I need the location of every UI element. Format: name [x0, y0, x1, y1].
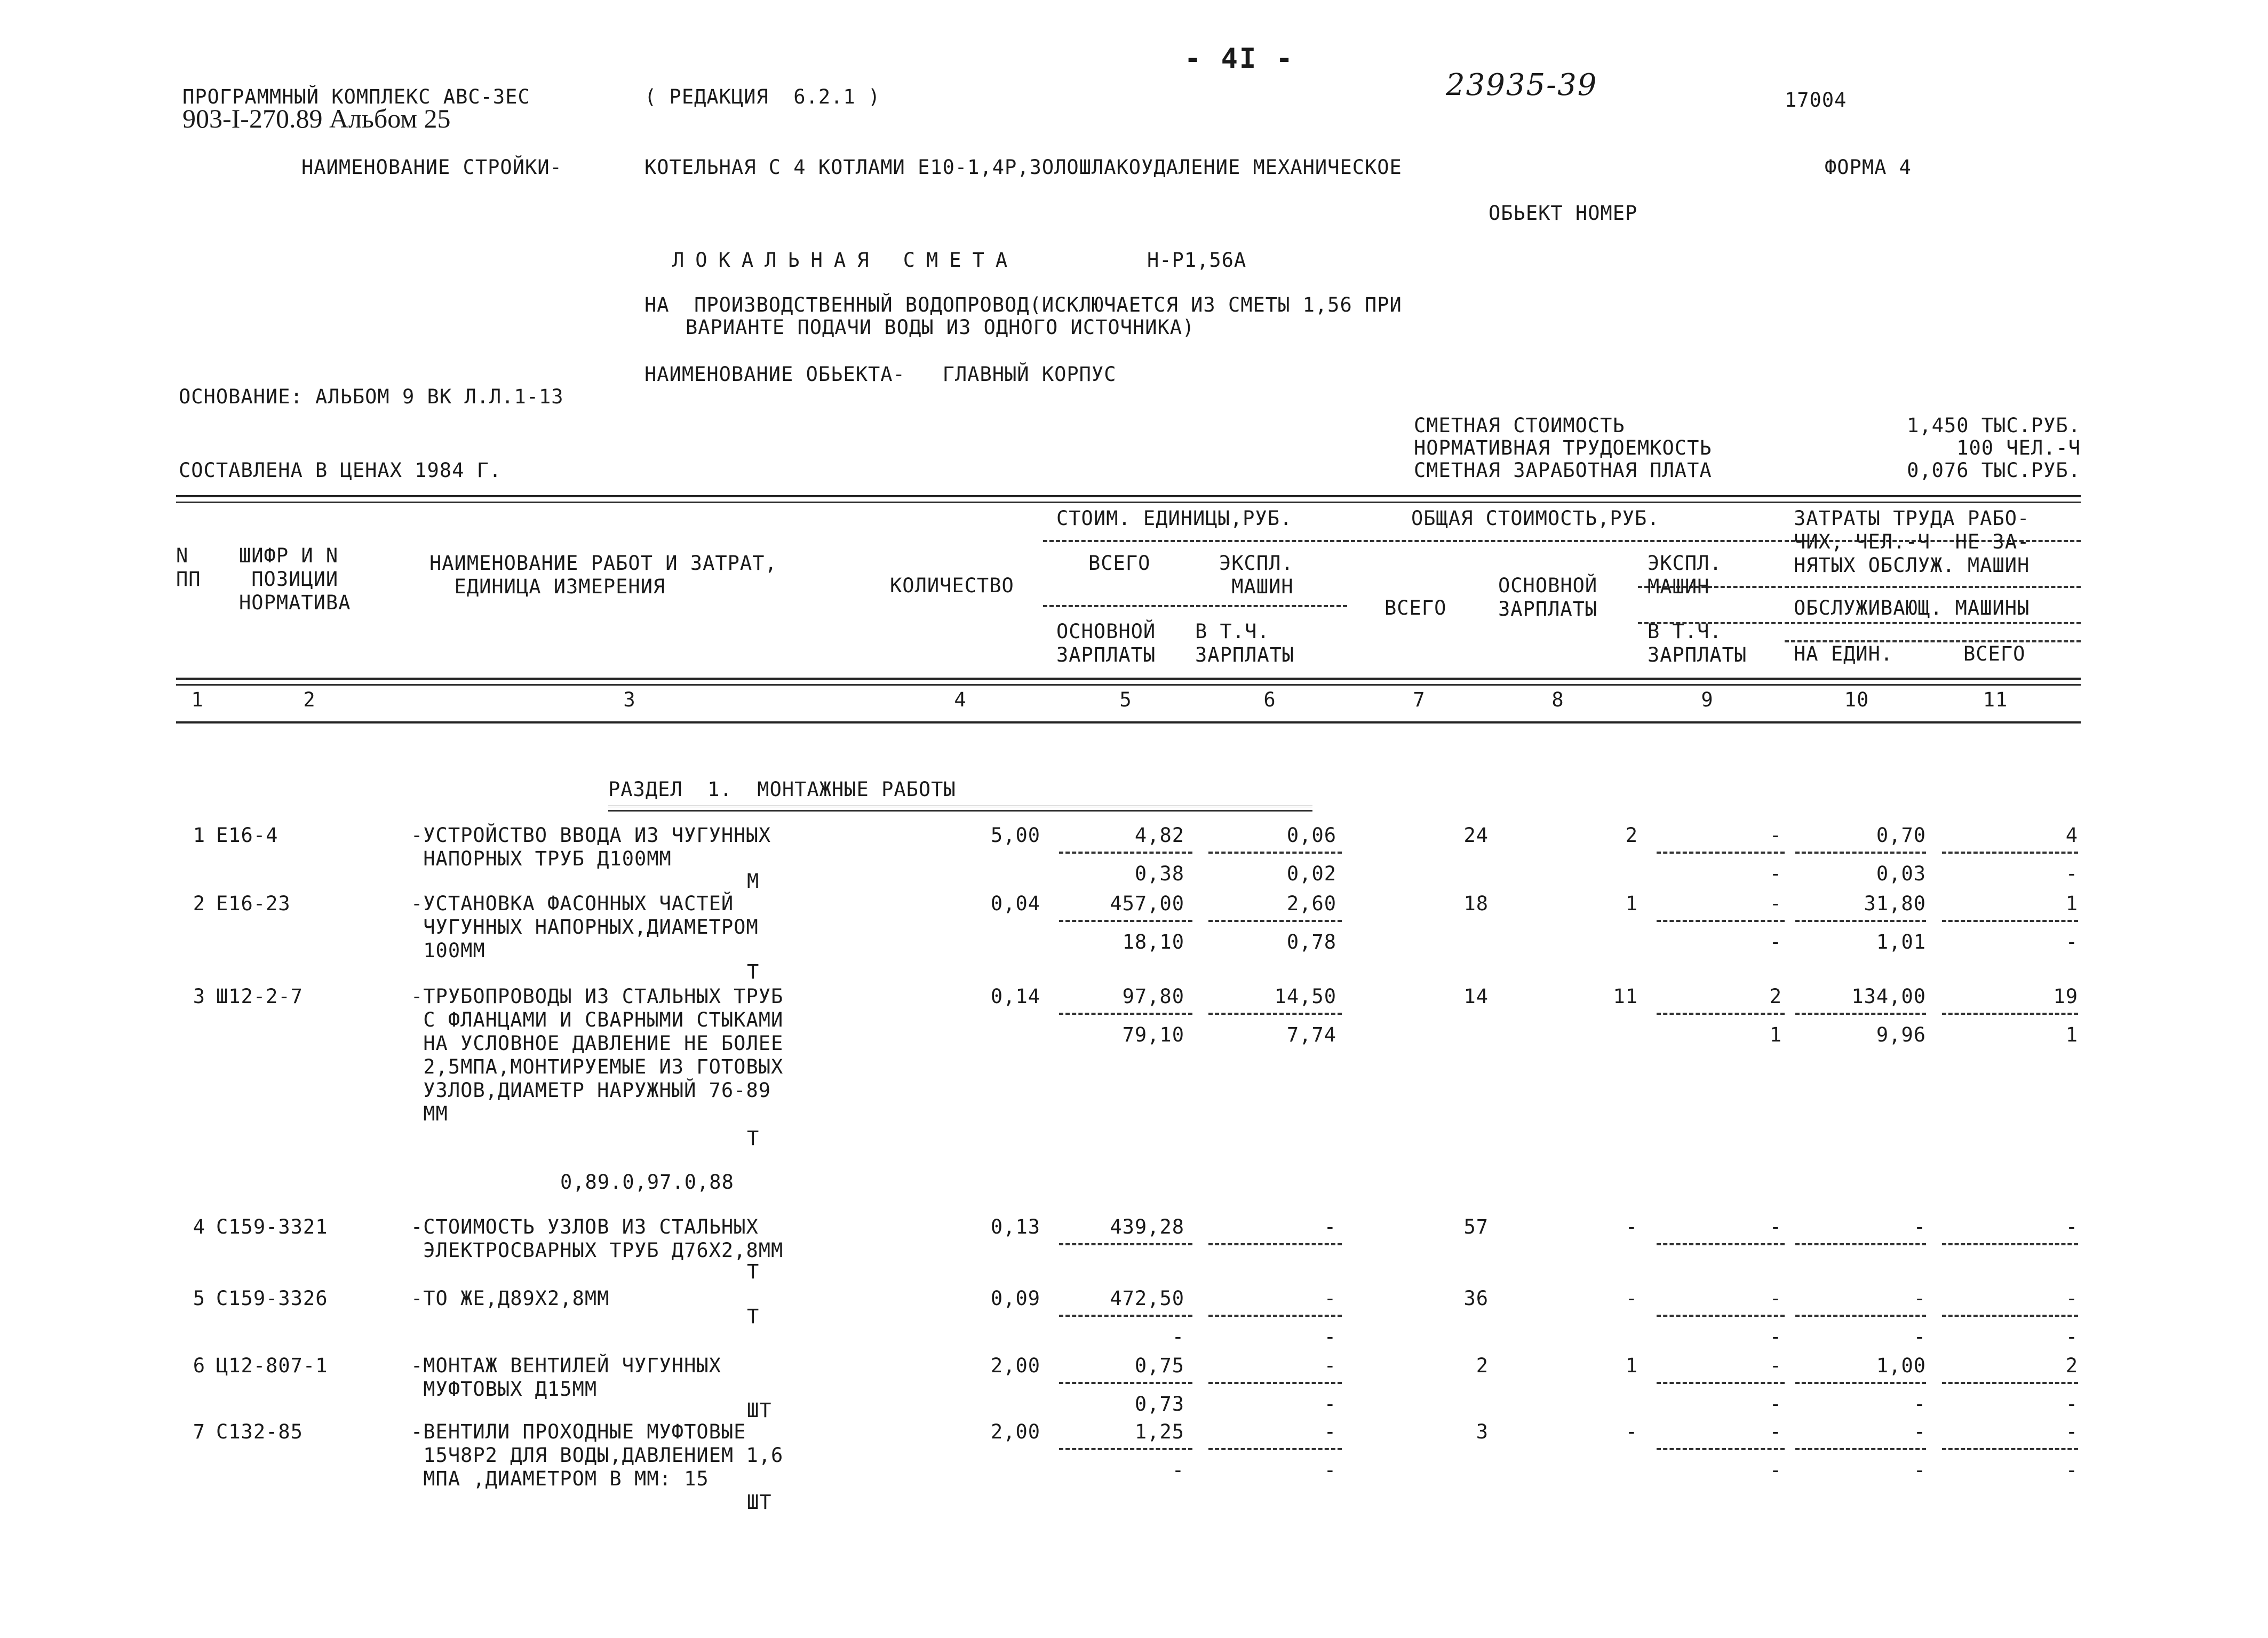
row-divider — [1059, 852, 1192, 854]
row-unit-wage: 79,10 — [1122, 1023, 1184, 1046]
row-name: -УСТАНОВКА ФАСОННЫХ ЧАСТЕЙ ЧУГУННЫХ НАПОРНЫХ,ДИАМЕТРОМ 100ММ — [411, 892, 759, 962]
row-labor-total: - — [2065, 1215, 2078, 1238]
row-labor-unit: - — [1913, 1420, 1926, 1443]
row-labor-unit: - — [1913, 1215, 1926, 1238]
row-unit-wage: - — [1172, 1325, 1184, 1348]
summary-label-labor: НОРМАТИВНАЯ ТРУДОЕМКОСТЬ — [1414, 436, 1712, 459]
row-unit: ШТ — [747, 1491, 772, 1514]
row-number: 1 — [193, 824, 205, 847]
col-8-header: ОСНОВНОЙ ЗАРПЛАТЫ — [1498, 574, 1598, 621]
col-number: 11 — [1983, 688, 2008, 711]
object-number: ОБЬЕКТ НОМЕР — [1489, 202, 1638, 225]
section-underline — [608, 806, 1312, 812]
construction-label: НАИМЕНОВАНИЕ СТРОЙКИ- — [301, 156, 562, 179]
subject-line-2: ВАРИАНТЕ ПОДАЧИ ВОДЫ ИЗ ОДНОГО ИСТОЧНИКА) — [686, 316, 1195, 339]
summary-label-wage: СМЕТНАЯ ЗАРАБОТНАЯ ПЛАТА — [1414, 459, 1712, 482]
row-divider — [1657, 1013, 1785, 1015]
row-unit-cost-total: 1,25 — [1134, 1420, 1184, 1443]
subject-line-1: НА ПРОИЗВОДСТВЕННЫЙ ВОДОПРОВОД(ИСКЛЮЧАЕТСЯ ИЗ СМЕТЫ 1,56 ПРИ — [644, 293, 1402, 316]
row-code: Ц12-807-1 — [216, 1354, 328, 1377]
row-unit: Т — [747, 1127, 760, 1150]
row-unit: М — [747, 870, 760, 893]
row-labor-unit: 0,70 — [1876, 824, 1926, 847]
row-quantity: 0,14 — [990, 985, 1040, 1008]
row-total-machine-wage: - — [1769, 862, 1782, 885]
row-labor-total: 19 — [2053, 985, 2078, 1008]
col-number: 10 — [1844, 688, 1869, 711]
row-total-machine-wage: 1 — [1769, 1023, 1782, 1046]
row-labor-unit: 134,00 — [1851, 985, 1926, 1008]
row-divider — [1208, 1315, 1342, 1317]
row-divider — [1942, 1382, 2078, 1384]
estimate-title: ЛОКАЛЬНАЯ СМЕТА — [672, 249, 1019, 272]
row-unit-wage: 0,38 — [1134, 862, 1184, 885]
row-total-wage: - — [1625, 1215, 1638, 1238]
row-labor-unit: 1,00 — [1876, 1354, 1926, 1377]
col-3-header: НАИМЕНОВАНИЕ РАБОТ И ЗАТРАТ, ЕДИНИЦА ИЗМЕРЕНИЯ — [429, 552, 777, 598]
row-number: 5 — [193, 1287, 205, 1310]
col-number: 4 — [954, 688, 967, 711]
row-code: С159-3326 — [216, 1287, 328, 1310]
row-labor-unit-service: 1,01 — [1876, 931, 1926, 953]
row-unit: ШТ — [747, 1399, 772, 1422]
row-total-wage: 2 — [1625, 824, 1638, 847]
construction-name: КОТЕЛЬНАЯ С 4 КОТЛАМИ Е10-1,4Р,ЗОЛОШЛАКОУДАЛЕНИЕ МЕХАНИЧЕСКОЕ — [644, 156, 1402, 179]
col-number: 3 — [623, 688, 636, 711]
row-labor-total-service: 1 — [2065, 1023, 2078, 1046]
col-number: 6 — [1263, 688, 1276, 711]
estimate-code: Н-Р1,56А — [1147, 249, 1247, 272]
row-divider — [1657, 1448, 1785, 1450]
row-total-cost: 57 — [1463, 1215, 1489, 1238]
row-divider — [1208, 1243, 1342, 1245]
row-labor-total-service: - — [2065, 1459, 2078, 1482]
row-labor-total-service: - — [2065, 1393, 2078, 1416]
col-1-header: N ПП — [176, 544, 201, 591]
row-labor-unit-service: 0,03 — [1876, 862, 1926, 885]
row-total-cost: 3 — [1476, 1420, 1489, 1443]
row-divider — [1208, 852, 1342, 854]
row-total-machines: - — [1769, 1215, 1782, 1238]
row-quantity: 0,04 — [990, 892, 1040, 915]
row-unit-cost-total: 4,82 — [1134, 824, 1184, 847]
row-total-wage: - — [1625, 1287, 1638, 1310]
row-code: Е16-4 — [216, 824, 278, 847]
form-label: ФОРМА 4 — [1825, 156, 1912, 179]
row-divider — [1059, 1382, 1192, 1384]
col-11-header: ВСЕГО — [1963, 642, 2026, 665]
row-code: С132-85 — [216, 1420, 303, 1443]
section-title: РАЗДЕЛ 1. МОНТАЖНЫЕ РАБОТЫ — [608, 778, 956, 801]
row-divider — [1795, 1315, 1926, 1317]
row-number: 7 — [193, 1420, 205, 1443]
row-quantity: 5,00 — [990, 824, 1040, 847]
row-divider — [1208, 1382, 1342, 1384]
row-divider — [1059, 1315, 1192, 1317]
row-unit: Т — [747, 1260, 760, 1283]
col-number: 1 — [191, 688, 204, 711]
row-unit-machines: 2,60 — [1286, 892, 1336, 915]
row-divider — [1657, 920, 1785, 922]
row-unit: Т — [747, 960, 760, 983]
row-unit-wage: - — [1172, 1459, 1184, 1482]
row-divider — [1795, 852, 1926, 854]
col-number: 9 — [1701, 688, 1714, 711]
row-divider — [1059, 1243, 1192, 1245]
row-unit-machines: - — [1324, 1287, 1336, 1310]
row-code: Ш12-2-7 — [216, 985, 303, 1008]
row-unit-machine-wage: - — [1324, 1325, 1336, 1348]
row-unit-machine-wage: 0,02 — [1286, 862, 1336, 885]
row-labor-total: - — [2065, 1420, 2078, 1443]
row-unit-cost-total: 97,80 — [1122, 985, 1184, 1008]
row-total-machine-wage: - — [1769, 1393, 1782, 1416]
row-total-wage: - — [1625, 1420, 1638, 1443]
col-2-header: ШИФР И N ПОЗИЦИИ НОРМАТИВА — [239, 544, 351, 614]
row-labor-total-service: - — [2065, 1325, 2078, 1348]
col-number: 2 — [303, 688, 316, 711]
edition: ( РЕДАКЦИЯ 6.2.1 ) — [644, 85, 881, 108]
col-7-header: ВСЕГО — [1384, 597, 1447, 619]
row-total-cost: 2 — [1476, 1354, 1489, 1377]
summary-value-labor: 100 ЧЕЛ.-Ч — [1956, 436, 2081, 459]
row-unit-wage: 0,73 — [1134, 1393, 1184, 1416]
row-total-wage: 1 — [1625, 892, 1638, 915]
col-9a-header: ЭКСПЛ. МАШИН — [1648, 552, 1722, 598]
col-number: 5 — [1119, 688, 1132, 711]
row-code: С159-3321 — [216, 1215, 328, 1238]
row-quantity: 0,09 — [990, 1287, 1040, 1310]
col-5b-header: ОСНОВНОЙ ЗАРПЛАТЫ — [1056, 620, 1156, 666]
row-divider — [1208, 1013, 1342, 1015]
row-divider — [1795, 1243, 1926, 1245]
row-total-machines: - — [1769, 1354, 1782, 1377]
row-divider — [1657, 1382, 1785, 1384]
row-labor-unit-service: - — [1913, 1393, 1926, 1416]
row-unit-cost-total: 472,50 — [1110, 1287, 1184, 1310]
row-divider — [1795, 920, 1926, 922]
col-10-header: НА ЕДИН. — [1794, 642, 1893, 665]
col-6a-header: ЭКСПЛ. МАШИН — [1219, 552, 1294, 598]
summary-label-cost: СМЕТНАЯ СТОИМОСТЬ — [1414, 414, 1625, 437]
row-unit-machines: 14,50 — [1274, 985, 1336, 1008]
row-labor-total: 4 — [2065, 824, 2078, 847]
row-labor-unit-service: 9,96 — [1876, 1023, 1926, 1046]
row-total-cost: 36 — [1463, 1287, 1489, 1310]
prices-basis: СОСТАВЛЕНА В ЦЕНАХ 1984 Г. — [179, 459, 502, 482]
program-name: ПРОГРАММНЫЙ КОМПЛЕКС АВС-3ЕС — [182, 85, 530, 108]
row-divider — [1208, 920, 1342, 922]
row-divider — [1059, 1013, 1192, 1015]
row-total-wage: 1 — [1625, 1354, 1638, 1377]
row-unit-machines: - — [1324, 1420, 1336, 1443]
row-total-machine-wage: - — [1769, 1325, 1782, 1348]
row-unit-machine-wage: - — [1324, 1459, 1336, 1482]
row-unit-wage: 18,10 — [1122, 931, 1184, 953]
row-quantity: 2,00 — [990, 1354, 1040, 1377]
row-quantity: 2,00 — [990, 1420, 1040, 1443]
row-divider — [1657, 1315, 1785, 1317]
row-number: 3 — [193, 985, 205, 1008]
row-number: 6 — [193, 1354, 205, 1377]
col-6b-header: В Т.Ч. ЗАРПЛАТЫ — [1195, 620, 1295, 666]
row-total-cost: 18 — [1463, 892, 1489, 915]
row-total-machines: - — [1769, 1287, 1782, 1310]
row-divider — [1208, 1448, 1342, 1450]
row-unit: Т — [747, 1305, 760, 1328]
row-name: -СТОИМОСТЬ УЗЛОВ ИЗ СТАЛЬНЫХ ЭЛЕКТРОСВАРНЫХ ТРУБ Д76Х2,8ММ — [411, 1215, 784, 1262]
row-total-cost: 14 — [1463, 985, 1489, 1008]
album-label: 903-I-270.89 Альбом 25 — [182, 104, 451, 133]
row-labor-unit-service: - — [1913, 1325, 1926, 1348]
row-labor-total-service: - — [2065, 862, 2078, 885]
inv-number: 17004 — [1785, 89, 1847, 112]
col-4-header: КОЛИЧЕСТВО — [890, 574, 1014, 597]
row-name: -ВЕНТИЛИ ПРОХОДНЫЕ МУФТОВЫЕ 15Ч8Р2 ДЛЯ ВОДЫ,ДАВЛЕНИЕМ 1,6 МПА ,ДИАМЕТРОМ В ММ: 15 — [411, 1420, 784, 1490]
row-unit-cost-total: 439,28 — [1110, 1215, 1184, 1238]
row-divider — [1657, 1243, 1785, 1245]
row-divider — [1942, 1013, 2078, 1015]
row-divider — [1795, 1448, 1926, 1450]
row-divider — [1795, 1382, 1926, 1384]
row-name: -ТО ЖЕ,Д89Х2,8ММ — [411, 1287, 610, 1310]
row-number: 2 — [193, 892, 205, 915]
col-5a-header: ВСЕГО — [1088, 552, 1151, 575]
labor-service-header: ОБСЛУЖИВАЮЩ. МАШИНЫ — [1794, 597, 2030, 619]
row-labor-total: - — [2065, 1287, 2078, 1310]
row-divider — [1942, 1315, 2078, 1317]
row-labor-total-service: - — [2065, 931, 2078, 953]
row-unit-machines: - — [1324, 1354, 1336, 1377]
row-name: -МОНТАЖ ВЕНТИЛЕЙ ЧУГУННЫХ МУФТОВЫХ Д15ММ — [411, 1354, 721, 1401]
col-number: 7 — [1413, 688, 1426, 711]
row-unit-cost-total: 0,75 — [1134, 1354, 1184, 1377]
row-divider — [1657, 852, 1785, 854]
summary-value-cost: 1,450 ТЫС.РУБ. — [1907, 414, 2081, 437]
summary-value-wage: 0,076 ТЫС.РУБ. — [1907, 459, 2081, 482]
row-labor-total: 2 — [2065, 1354, 2078, 1377]
row-total-wage: 11 — [1613, 985, 1638, 1008]
row-unit-machines: - — [1324, 1215, 1336, 1238]
unit-cost-header: СТОИМ. ЕДИНИЦЫ,РУБ. — [1056, 507, 1293, 530]
row-total-machines: - — [1769, 824, 1782, 847]
row-total-cost: 24 — [1463, 824, 1489, 847]
object-name: НАИМЕНОВАНИЕ ОБЬЕКТА- ГЛАВНЫЙ КОРПУС — [644, 363, 1117, 386]
row-unit-cost-total: 457,00 — [1110, 892, 1184, 915]
row-labor-unit: 31,80 — [1864, 892, 1926, 915]
row-total-machines: - — [1769, 1420, 1782, 1443]
row-divider — [1942, 1243, 2078, 1245]
row-labor-unit: - — [1913, 1287, 1926, 1310]
row-3-note: 0,89.0,97.0,88 — [560, 1171, 734, 1194]
row-divider — [1059, 920, 1192, 922]
row-code: Е16-23 — [216, 892, 291, 915]
row-quantity: 0,13 — [990, 1215, 1040, 1238]
row-unit-machine-wage: 0,78 — [1286, 931, 1336, 953]
row-labor-total: 1 — [2065, 892, 2078, 915]
row-divider — [1942, 1448, 2078, 1450]
row-name: -ТРУБОПРОВОДЫ ИЗ СТАЛЬНЫХ ТРУБ С ФЛАНЦАМИ И СВАРНЫМИ СТЫКАМИ НА УСЛОВНОЕ ДАВЛЕНИЕ НЕ БОЛЕЕ 2,5МПА,МОНТИРУЕМЫЕ ИЗ ГОТОВЫХ УЗЛОВ,ДИАМЕТР НАРУЖНЫЙ 76-89 ММ — [411, 985, 784, 1125]
row-total-machine-wage: - — [1769, 931, 1782, 953]
row-divider — [1795, 1013, 1926, 1015]
row-divider — [1942, 920, 2078, 922]
row-total-machines: 2 — [1769, 985, 1782, 1008]
total-cost-header: ОБЩАЯ СТОИМОСТЬ,РУБ. — [1411, 507, 1660, 530]
row-labor-unit-service: - — [1913, 1459, 1926, 1482]
labor-header: ЗАТРАТЫ ТРУДА РАБО- ЧИХ, ЧЕЛ.-Ч НЕ ЗА- НЯТЫХ ОБСЛУЖ. МАШИН — [1794, 507, 2030, 577]
col-9b-header: В Т.Ч. ЗАРПЛАТЫ — [1648, 620, 1747, 666]
doc-code: 23935-39 — [1446, 68, 1598, 102]
row-name: -УСТРОЙСТВО ВВОДА ИЗ ЧУГУННЫХ НАПОРНЫХ ТРУБ Д100ММ — [411, 824, 771, 870]
page-number: - 4I - — [1184, 43, 1294, 75]
row-number: 4 — [193, 1215, 205, 1238]
row-unit-machine-wage: 7,74 — [1286, 1023, 1336, 1046]
row-total-machines: - — [1769, 892, 1782, 915]
row-total-machine-wage: - — [1769, 1459, 1782, 1482]
row-unit-machine-wage: - — [1324, 1393, 1336, 1416]
basis: ОСНОВАНИЕ: АЛЬБОМ 9 ВК Л.Л.1-13 — [179, 385, 564, 408]
row-unit-machines: 0,06 — [1286, 824, 1336, 847]
col-number: 8 — [1551, 688, 1564, 711]
row-divider — [1059, 1448, 1192, 1450]
row-divider — [1942, 852, 2078, 854]
